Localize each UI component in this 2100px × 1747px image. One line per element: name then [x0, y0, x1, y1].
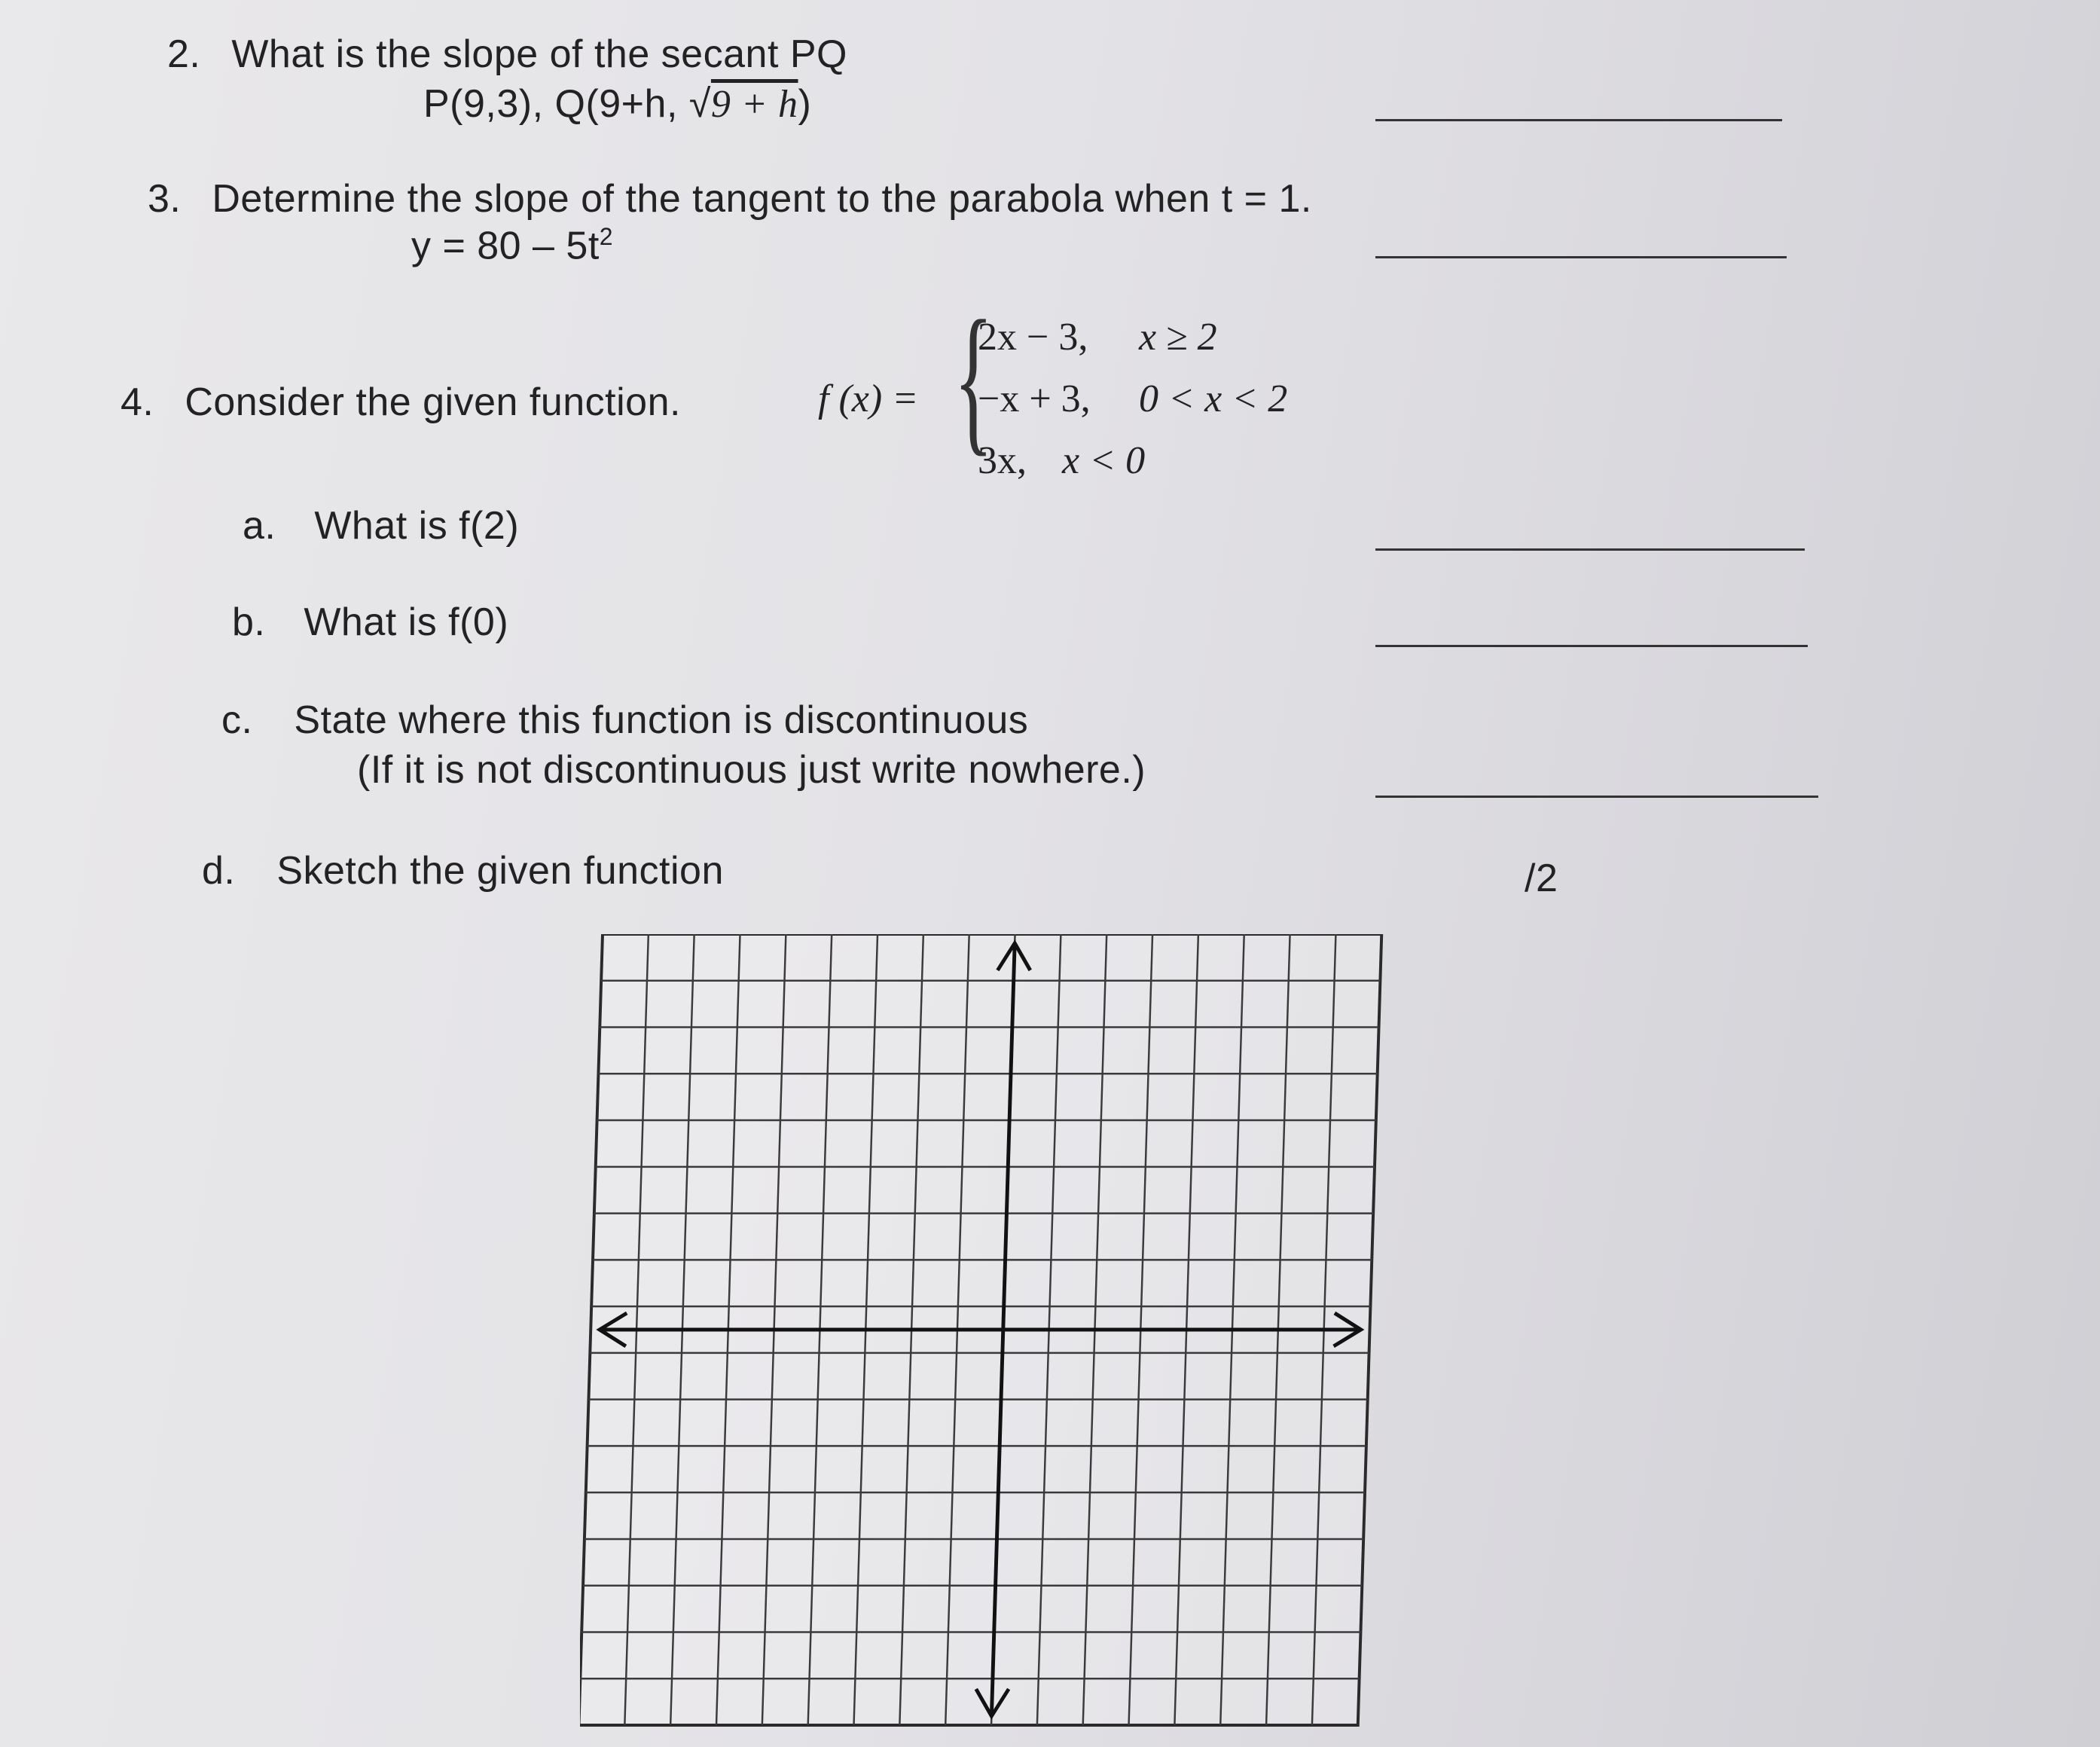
part-a — [243, 503, 519, 548]
piece-2 — [978, 377, 1287, 421]
part-label: a. — [243, 504, 276, 548]
brace: { — [954, 286, 994, 470]
question-number: 3. — [148, 177, 182, 221]
radicand: 9 + h — [710, 83, 798, 126]
answer-line-c[interactable] — [1375, 796, 1818, 798]
part-text: Sketch the given function — [276, 849, 724, 893]
part-c-note: (If it is not discontinuous just write nowhere.) — [357, 748, 1146, 792]
grid-group — [580, 934, 1381, 1725]
graph-grid[interactable] — [580, 934, 1416, 1740]
question-2-points — [423, 81, 811, 127]
part-text: What is f(0) — [304, 600, 509, 644]
question-4 — [121, 380, 681, 425]
question-2 — [167, 32, 847, 77]
question-number: 2. — [167, 32, 201, 76]
part-text: What is f(2) — [314, 504, 520, 548]
question-text: Determine the slope of the tangent to the parabola when t = 1. — [212, 177, 1312, 221]
piece-expr: 2x − 3, — [978, 316, 1088, 359]
part-d — [202, 848, 724, 893]
marks-label: /2 — [1525, 857, 1558, 900]
question-number: 4. — [121, 380, 154, 424]
question-text: Consider the given function. — [185, 380, 681, 424]
piece-expr: −x + 3, — [978, 377, 1091, 420]
piece-expr: 3x, — [978, 439, 1027, 482]
equation-text: y = 80 – 5t — [411, 224, 600, 268]
part-text: State where this function is discontinuous — [294, 698, 1029, 742]
piece-cond: x < 0 — [1062, 439, 1146, 482]
question-3 — [148, 176, 1312, 221]
question-3-equation — [411, 223, 613, 268]
part-label: d. — [202, 849, 236, 893]
answer-line-b[interactable] — [1375, 645, 1808, 647]
sqrt-symbol: √ — [688, 82, 711, 126]
part-label: b. — [232, 600, 266, 644]
piece-3 — [978, 438, 1145, 483]
answer-line-q2[interactable] — [1375, 119, 1782, 121]
part-c — [221, 698, 1028, 743]
close-paren: ) — [798, 82, 812, 126]
piece-cond: 0 < x < 2 — [1139, 377, 1288, 420]
exponent: 2 — [599, 223, 614, 250]
part-b — [232, 600, 508, 645]
piece-cond: x ≥ 2 — [1139, 316, 1217, 359]
part-label: c. — [221, 698, 253, 742]
function-lhs: f (x) = — [818, 377, 919, 420]
answer-line-a[interactable] — [1375, 548, 1805, 551]
question-text: What is the slope of the secant PQ — [231, 32, 847, 76]
piece-1 — [978, 315, 1217, 359]
answer-line-q3[interactable] — [1375, 256, 1787, 258]
points-text: P(9,3), Q(9+h, — [423, 82, 689, 126]
